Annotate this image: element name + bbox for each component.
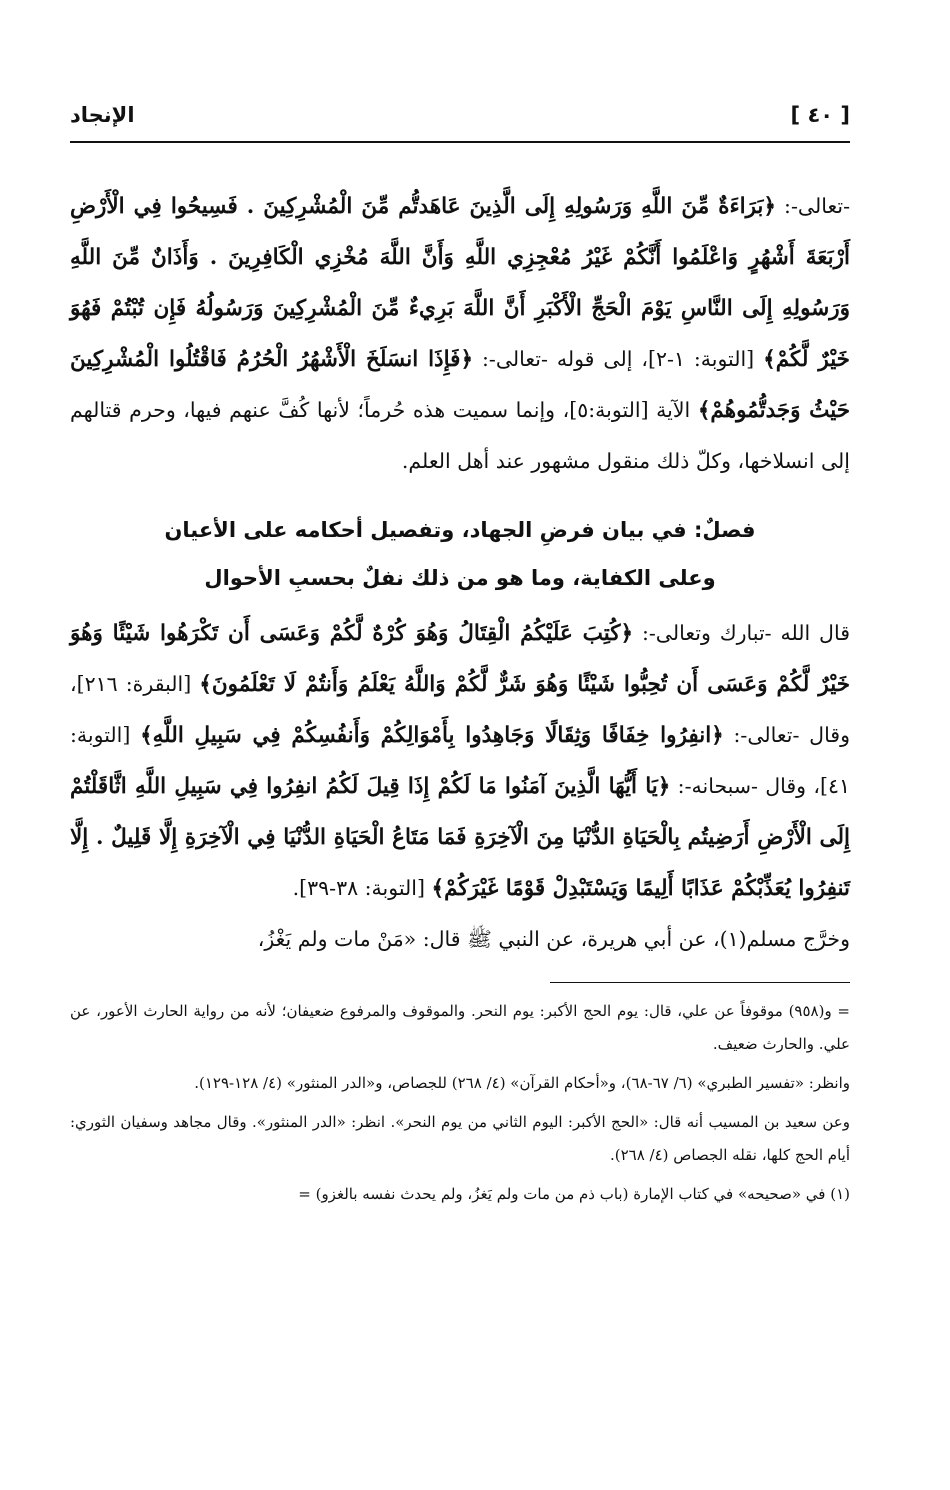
footnotes: [70, 995, 850, 1211]
quran-verse: ﴿انفِرُوا خِفَافًا وَثِقَالًا وَجَاهِدُوا بِأَمْوَالِكُمْ وَأَنفُسِكُمْ فِي سَبِيلِ اللَّهِ﴾: [140, 723, 724, 748]
main-text: [70, 181, 850, 964]
text-span: الآية [التوبة:٥]، وإنما سميت هذه حُرماً؛ لأنها كُفَّ عنهم فيها، وحرم قتالهم إلى انسلاخها، وكلّ ذلك منقول مشهور عند أهل العلم.: [70, 398, 850, 473]
book-page: [70, 95, 850, 1217]
verse-reference: [البقرة: ٢١٦]، وقال -تعالى-:: [70, 672, 851, 747]
heading-line-1: فصلٌ: في بيان فرضِ الجهاد، وتفصيل أحكامه على الأعيان: [164, 518, 756, 542]
footnote-continuation: وعن سعيد بن المسيب أنه قال: «الحج الأكبر: اليوم الثاني من يوم النحر». انظر: «الدر المنثور». وقال مجاهد وسفيان الثوري: أيام الحج كلها، نقله الجصاص (٤/ ٢٦٨).: [70, 1113, 850, 1164]
paragraph-2: [70, 608, 850, 914]
text-span: قال الله -تبارك وتعالى-:: [633, 621, 850, 645]
page-header: [70, 95, 850, 135]
quran-verse: ﴿بَرَاءَةٌ مِّنَ اللَّهِ وَرَسُولِهِ إِلَى الَّذِينَ عَاهَدتُّم مِّنَ الْمُشْرِكِينَ . فَسِيحُوا فِي الْأَرْضِ أَرْبَعَةَ أَشْهُرٍ وَاعْلَمُوا أَنَّكُمْ غَيْرُ مُعْجِزِي اللَّهِ وَأَنَّ اللَّهَ مُخْزِي الْكَافِرِينَ . وَأَذَانٌ مِّنَ اللَّهِ وَرَسُولِهِ إِلَى النَّاسِ يَوْمَ الْحَجِّ الْأَكْبَرِ أَنَّ اللَّهَ بَرِيءٌ مِّنَ الْمُشْرِكِينَ وَرَسُولُهُ فَإِن تُبْتُمْ فَهُوَ خَيْرٌ لَّكُمْ﴾: [70, 194, 850, 372]
footnote-continuation: وانظر: «تفسير الطبري» (٦/ ٦٧-٦٨)، و«أحكام القرآن» (٤/ ٢٦٨) للجصاص، و«الدر المنثور» (٤/ ١٢٨-١٢٩).: [194, 1074, 850, 1092]
footnote-continuation: = و(٩٥٨) موقوفاً عن علي، قال: يوم الحج الأكبر: يوم النحر. والموقوف والمرفوع ضعيفان؛ لأنه من رواية الحارث الأعور، عن علي. والحارث ضعيف.: [70, 1002, 850, 1053]
running-title: الإنجاد: [70, 103, 135, 127]
footnote-rule: [550, 982, 850, 983]
header-rule: [70, 141, 850, 143]
paragraph-1: [70, 181, 850, 486]
quran-verse: ﴿فَإِذَا انسَلَخَ الْأَشْهُرُ الْحُرُمُ فَاقْتُلُوا الْمُشْرِكِينَ حَيْثُ وَجَدتُّمُوهُمْ﴾: [70, 347, 850, 423]
heading-line-2: وعلى الكفاية، وما هو من ذلك نفلٌ بحسبِ الأحوال: [204, 566, 716, 590]
footnote-1: (١) في «صحيحه» في كتاب الإمارة (باب ذم من مات ولم يَغزُ، ولم يحدث نفسه بالغزو) =: [298, 1185, 850, 1203]
text-span: -تعالى-:: [776, 194, 850, 218]
verse-reference: [التوبة: ٣٨-٣٩].: [292, 876, 432, 900]
section-heading: [70, 506, 850, 602]
quran-verse: ﴿كُتِبَ عَلَيْكُمُ الْقِتَالُ وَهُوَ كُرْهٌ لَّكُمْ وَعَسَى أَن تَكْرَهُوا شَيْئًا وَهُوَ خَيْرٌ لَّكُمْ وَعَسَى أَن تُحِبُّوا شَيْئًا وَهُوَ شَرٌّ لَّكُمْ وَاللَّهُ يَعْلَمُ وَأَنتُمْ لَا تَعْلَمُونَ﴾: [70, 621, 850, 697]
quran-verse: ﴿يَا أَيُّهَا الَّذِينَ آمَنُوا مَا لَكُمْ إِذَا قِيلَ لَكُمُ انفِرُوا فِي سَبِيلِ اللَّهِ اثَّاقَلْتُمْ إِلَى الْأَرْضِ أَرَضِيتُم بِالْحَيَاةِ الدُّنْيَا مِنَ الْآخِرَةِ فَمَا مَتَاعُ الْحَيَاةِ الدُّنْيَا فِي الْآخِرَةِ إِلَّا قَلِيلٌ . إِلَّا تَنفِرُوا يُعَذِّبْكُمْ عَذَابًا أَلِيمًا وَيَسْتَبْدِلْ قَوْمًا غَيْرَكُمْ﴾: [70, 774, 850, 901]
verse-reference: [التوبة: ٤١]، وقال -سبحانه-:: [70, 723, 850, 798]
page-number: [ ٤٠ ]: [790, 103, 850, 127]
paragraph-3: وخرَّج مسلم(١)، عن أبي هريرة، عن النبي ﷺ قال: «مَنْ مات ولم يَغْزُ،: [257, 927, 850, 951]
verse-reference: [التوبة: ١-٢]، إلى قوله -تعالى-:: [473, 347, 764, 371]
